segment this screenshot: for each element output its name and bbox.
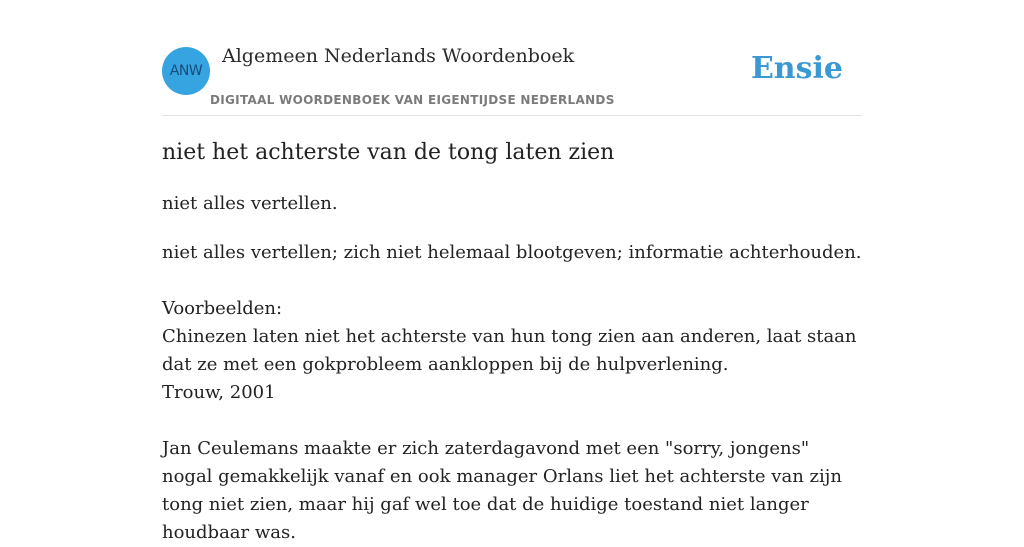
site-title[interactable]: Algemeen Nederlands Woordenboek <box>222 45 575 67</box>
spacer <box>162 407 862 435</box>
examples-label: Voorbeelden: <box>162 298 283 319</box>
site-subtitle: DIGITAAL WOORDENBOEK VAN EIGENTIJDSE NEDERLANDS <box>210 93 615 107</box>
spacer <box>162 267 862 295</box>
example-source: Trouw, 2001 <box>162 382 276 403</box>
page-container <box>162 0 862 543</box>
header-divider <box>162 115 862 116</box>
entry-content <box>162 239 862 547</box>
ensie-brand-link[interactable]: Ensie <box>750 51 843 86</box>
anw-logo[interactable] <box>162 47 210 95</box>
full-definition: niet alles vertellen; zich niet helemaal blootgeven; informatie achterhouden. <box>162 242 862 263</box>
logo-text: ANW <box>169 63 203 79</box>
entry-headword: niet het achterste van de tong laten zien <box>162 140 615 165</box>
example-text: Jan Ceulemans maakte er zich zaterdagavond met een "sorry, jongens" nogal gemakkelijk vanaf en ook manager Orlans liet het achterste van zijn tong niet zien, maar hij gaf wel toe dat de huidige toestand niet langer houdbaar was. <box>162 438 842 543</box>
example-text: Chinezen laten niet het achterste van hun tong zien aan anderen, laat staan dat ze met een gokprobleem aankloppen bij de hulpverlening. <box>162 326 857 375</box>
short-definition: niet alles vertellen. <box>162 193 338 214</box>
